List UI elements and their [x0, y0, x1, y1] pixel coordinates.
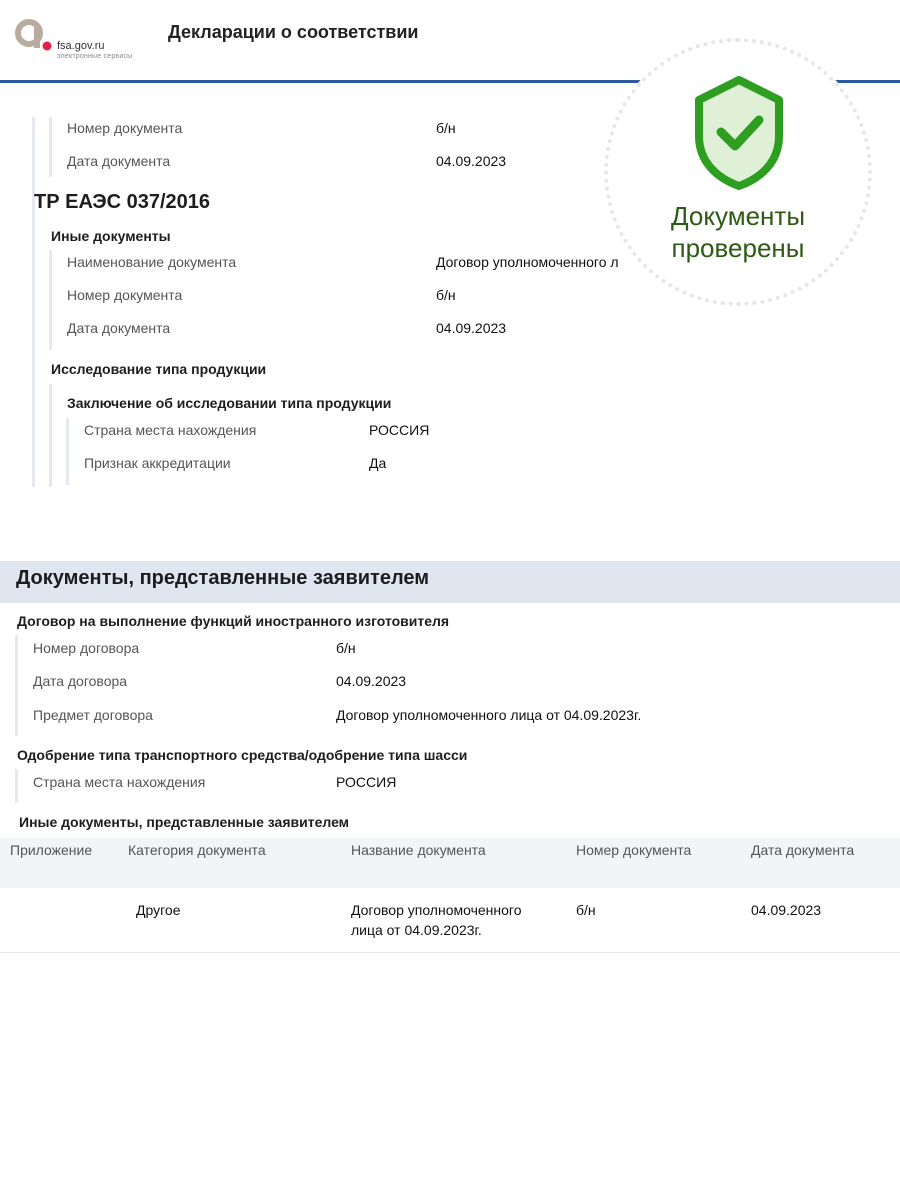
column-header-attachment: Приложение	[10, 842, 93, 858]
research-country-value: РОССИЯ	[369, 422, 430, 438]
guide-bar	[49, 250, 52, 350]
contract-number-label: Номер договора	[33, 640, 140, 656]
research-title: Исследование типа продукции	[51, 361, 267, 377]
guide-bar	[15, 769, 18, 803]
guide-bar	[15, 635, 18, 736]
guide-bar	[49, 117, 52, 177]
column-header-name: Название документа	[351, 842, 486, 858]
doc-name-label: Наименование документа	[67, 254, 237, 270]
column-header-category: Категория документа	[128, 842, 266, 858]
approval-country-value: РОССИЯ	[336, 774, 397, 790]
cell-doc-number: б/н	[576, 902, 596, 918]
research-country-label: Страна места нахождения	[84, 422, 257, 438]
shield-check-icon	[693, 76, 785, 190]
cell-doc-date: 04.09.2023	[751, 902, 822, 918]
stamp-line-2: проверены	[671, 233, 805, 263]
other-doc-date-label: Дата документа	[67, 320, 171, 336]
other-doc-number-value: б/н	[436, 287, 456, 303]
stamp-line-1: Документы	[670, 201, 806, 231]
other-doc-date-value: 04.09.2023	[436, 320, 507, 336]
doc-date-value: 04.09.2023	[436, 153, 507, 169]
other-applicant-docs-title: Иные документы, представленные заявителем	[19, 814, 350, 830]
doc-number-label: Номер документа	[67, 120, 183, 136]
table-row-divider	[0, 952, 900, 953]
doc-date-label: Дата документа	[67, 153, 171, 169]
other-doc-number-label: Номер документа	[67, 287, 183, 303]
column-header-number: Номер документа	[576, 842, 692, 858]
cell-category: Другое	[136, 902, 181, 918]
contract-subject-value: Договор уполномоченного лица от 04.09.2023г.	[336, 707, 642, 723]
contract-date-label: Дата договора	[33, 673, 128, 689]
research-conclusion-title: Заключение об исследовании типа продукции	[67, 395, 392, 411]
contract-title: Договор на выполнение функций иностранного изготовителя	[17, 613, 450, 629]
cell-doc-name-line-2: лица от 04.09.2023г.	[351, 922, 482, 938]
guide-bar	[49, 384, 52, 487]
accreditation-value: Да	[369, 455, 387, 471]
guide-bar	[66, 418, 69, 485]
contract-date-value: 04.09.2023	[336, 673, 407, 689]
approval-title: Одобрение типа транспортного средства/одобрение типа шасси	[17, 747, 468, 763]
applicant-section-title: Документы, представленные заявителем	[16, 567, 430, 589]
approval-country-label: Страна места нахождения	[33, 774, 206, 790]
page-title: Декларации о соответствии	[168, 22, 419, 42]
column-header-date: Дата документа	[751, 842, 855, 858]
doc-name-value: Договор уполномоченного л	[436, 254, 619, 270]
logo-domain: fsa.gov.ru	[57, 40, 105, 52]
logo-subtitle: электронные сервисы	[57, 53, 133, 60]
doc-number-value: б/н	[436, 120, 456, 136]
contract-number-value: б/н	[336, 640, 356, 656]
stamp-text	[604, 200, 872, 264]
fsa-logo-icon	[14, 18, 54, 54]
tr-title: ТР ЕАЭС 037/2016	[34, 191, 211, 213]
cell-doc-name	[351, 900, 561, 940]
guide-bar	[32, 117, 35, 487]
contract-subject-label: Предмет договора	[33, 707, 153, 723]
other-docs-title: Иные документы	[51, 228, 171, 244]
accreditation-label: Признак аккредитации	[84, 455, 231, 471]
cell-doc-name-line-1: Договор уполномоченного	[351, 902, 522, 918]
